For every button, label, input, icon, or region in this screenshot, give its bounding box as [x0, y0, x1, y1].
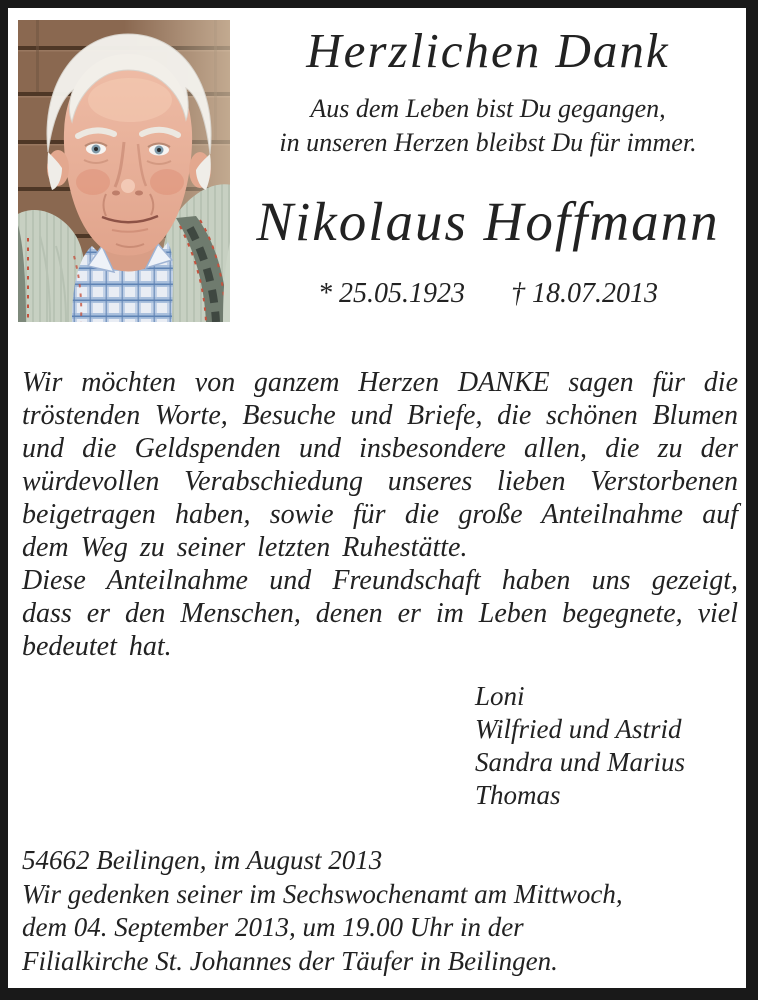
- page-title: Herzlichen Dank: [306, 23, 670, 78]
- service-line: Wir gedenken seiner im Sechswochenamt am Mittwoch,: [22, 878, 623, 909]
- signature-line: Loni: [475, 681, 525, 711]
- signature-line: Wilfried und Astrid: [475, 714, 682, 744]
- signature-line: Sandra und Marius: [475, 747, 686, 777]
- epigraph-line-1: Aus dem Leben bist Du gegangen,: [310, 94, 666, 123]
- thank-you-paragraph-1: Wir möchten von ganzem Herzen DANKE sagen für die tröstenden Worte, Besuche und Briefe, die schönen Blumen und die Geldspenden und insbesondere allen, die zu der würdevollen Verabschiedung unseres lieben Verstorbenen beigetragen haben, sowie für die große Anteilnahme auf dem Weg zu seiner letzten Ruhestätte.: [22, 367, 738, 563]
- family-signatures: [475, 680, 685, 812]
- place-date-line: 54662 Beilingen, im August 2013: [22, 845, 383, 875]
- portrait-photo: [18, 20, 230, 322]
- thank-you-text: [22, 366, 738, 663]
- birth-date: * 25.05.1923: [318, 278, 465, 309]
- thank-you-paragraph-2: Diese Anteilnahme und Freundschaft haben uns gezeigt, dass er den Menschen, denen er im Leben begegnete, viel bedeutet hat.: [22, 565, 738, 662]
- service-line: Filialkirche St. Johannes der Täufer in Beilingen.: [22, 945, 558, 976]
- epigraph: [230, 92, 746, 160]
- service-line: dem 04. September 2013, um 19.00 Uhr in der: [22, 912, 524, 942]
- signature-line: Thomas: [475, 780, 561, 810]
- death-date: † 18.07.2013: [511, 278, 658, 309]
- portrait-photo-illustration: [18, 20, 230, 322]
- epigraph-line-2: in unseren Herzen bleibst Du für immer.: [279, 128, 697, 157]
- deceased-name: Nikolaus Hoffmann: [256, 191, 720, 252]
- memorial-service-notice: [22, 844, 623, 978]
- life-dates: [230, 278, 746, 310]
